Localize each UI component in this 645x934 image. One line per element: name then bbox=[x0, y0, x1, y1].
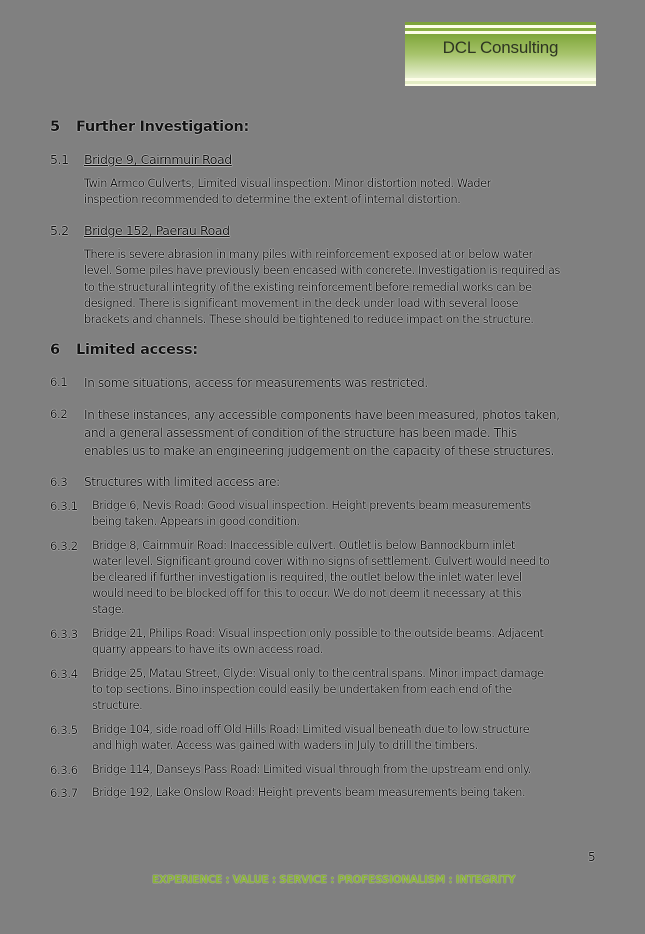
body-line: Bridge 21, Philips Road: Visual inspection only possible to the outside beams. Adjacent bbox=[92, 627, 544, 640]
body-line: enables us to make an engineering judgement on the capacity of these structures. bbox=[84, 444, 554, 458]
body-line: quarry appears to have its own access road. bbox=[92, 643, 324, 656]
body-line: In these instances, any accessible components have been measured, photos taken, bbox=[84, 408, 560, 422]
body-line: stage. bbox=[92, 603, 125, 616]
item-body bbox=[92, 538, 607, 618]
paragraph-number: 6.3 bbox=[50, 475, 68, 489]
item-number: 6.3.6 bbox=[50, 763, 78, 777]
item-number: 6.3.1 bbox=[50, 499, 78, 513]
item-number: 6.3.2 bbox=[50, 539, 78, 553]
body-line: structure. bbox=[92, 699, 143, 712]
item-body bbox=[92, 785, 607, 801]
subsection-number: 5.1 bbox=[50, 152, 69, 167]
body-line: being taken. Appears in good condition. bbox=[92, 515, 300, 528]
section-heading: Limited access: bbox=[76, 342, 198, 358]
body-line: to the structural integrity of the existing reinforcement before remedial works can be bbox=[84, 280, 532, 294]
body-line: Bridge 104, side road off Old Hills Road: Limited visual beneath due to low structure bbox=[92, 723, 530, 736]
subsection-number: 5.2 bbox=[50, 223, 69, 238]
body-line: brackets and channels. These should be tightened to reduce impact on the structure. bbox=[84, 313, 534, 327]
section-number: 6 bbox=[50, 342, 60, 358]
body-line: water level. Significant ground cover with no signs of settlement. Culvert would need to bbox=[92, 555, 550, 568]
item-body bbox=[92, 498, 607, 530]
body-line: Bridge 8, Cairnmuir Road: Inaccessible culvert. Outlet is below Bannockburn inlet bbox=[92, 539, 515, 552]
item-number: 6.3.5 bbox=[50, 723, 78, 737]
body-line: and a general assessment of condition of the structure has been made. This bbox=[84, 426, 517, 440]
item-number: 6.3.3 bbox=[50, 627, 78, 641]
body-line: Bridge 192, Lake Onslow Road: Height prevents beam measurements being taken. bbox=[92, 786, 526, 799]
body-line: In some situations, access for measurements was restricted. bbox=[84, 376, 428, 390]
subsection-title: Bridge 152, Paerau Road bbox=[84, 223, 230, 238]
logo-text: DCL Consulting bbox=[442, 38, 559, 57]
item-body bbox=[92, 722, 607, 754]
section-number: 5 bbox=[50, 119, 60, 135]
logo-stripe bbox=[405, 22, 596, 25]
subsection-body bbox=[84, 176, 604, 209]
item-number: 6.3.7 bbox=[50, 786, 78, 800]
subsection-title: Bridge 9, Cairnmuir Road bbox=[84, 152, 232, 167]
body-line: There is severe abrasion in many piles with reinforcement exposed at or below water bbox=[84, 248, 533, 261]
body-line: inspection recommended to determine the extent of internal distortion. bbox=[84, 193, 461, 207]
body-line: and high water. Access was gained with waders in July to drill the timbers. bbox=[92, 739, 478, 752]
body-line: Bridge 25, Matau Street, Clyde: Visual only to the central spans. Minor impact damage bbox=[92, 667, 544, 680]
body-line: Bridge 6, Nevis Road: Good visual inspection. Height prevents beam measurements bbox=[92, 499, 531, 512]
subsection-body bbox=[84, 247, 604, 328]
body-line: Structures with limited access are: bbox=[84, 475, 280, 489]
page-number: 5 bbox=[588, 850, 596, 864]
item-body bbox=[92, 626, 607, 658]
body-line: would need to be blocked off for this to occur. We do not deem it necessary at this bbox=[92, 587, 522, 600]
logo-stripe bbox=[405, 81, 596, 84]
body-line: level. Some piles have previously been encased with concrete. Investigation is required as bbox=[84, 264, 560, 278]
section-heading: Further Investigation: bbox=[76, 119, 250, 135]
paragraph-body bbox=[84, 374, 604, 392]
item-body bbox=[92, 762, 607, 778]
body-line: be cleared if further investigation is required, the outlet below the inlet water level bbox=[92, 571, 522, 584]
item-number: 6.3.4 bbox=[50, 667, 78, 681]
paragraph-number: 6.1 bbox=[50, 375, 68, 389]
body-line: Bridge 114, Danseys Pass Road: Limited visual through from the upstream end only. bbox=[92, 763, 531, 776]
item-body bbox=[92, 666, 607, 714]
paragraph-body bbox=[84, 406, 604, 460]
body-line: to top sections. Bino inspection could easily be undertaken from each end of the bbox=[92, 683, 512, 696]
body-line: Twin Armco Culverts, Limited visual inspection. Minor distortion noted. Wader bbox=[84, 177, 491, 190]
paragraph-number: 6.2 bbox=[50, 407, 68, 421]
paragraph-body bbox=[84, 473, 604, 491]
body-line: designed. There is significant movement in the deck under load with several loose bbox=[84, 296, 519, 310]
logo-stripe bbox=[405, 28, 596, 31]
footer-tagline: EXPERIENCE : VALUE : SERVICE : PROFESSIONALISM : INTEGRITY bbox=[152, 874, 516, 886]
company-logo bbox=[405, 22, 596, 86]
